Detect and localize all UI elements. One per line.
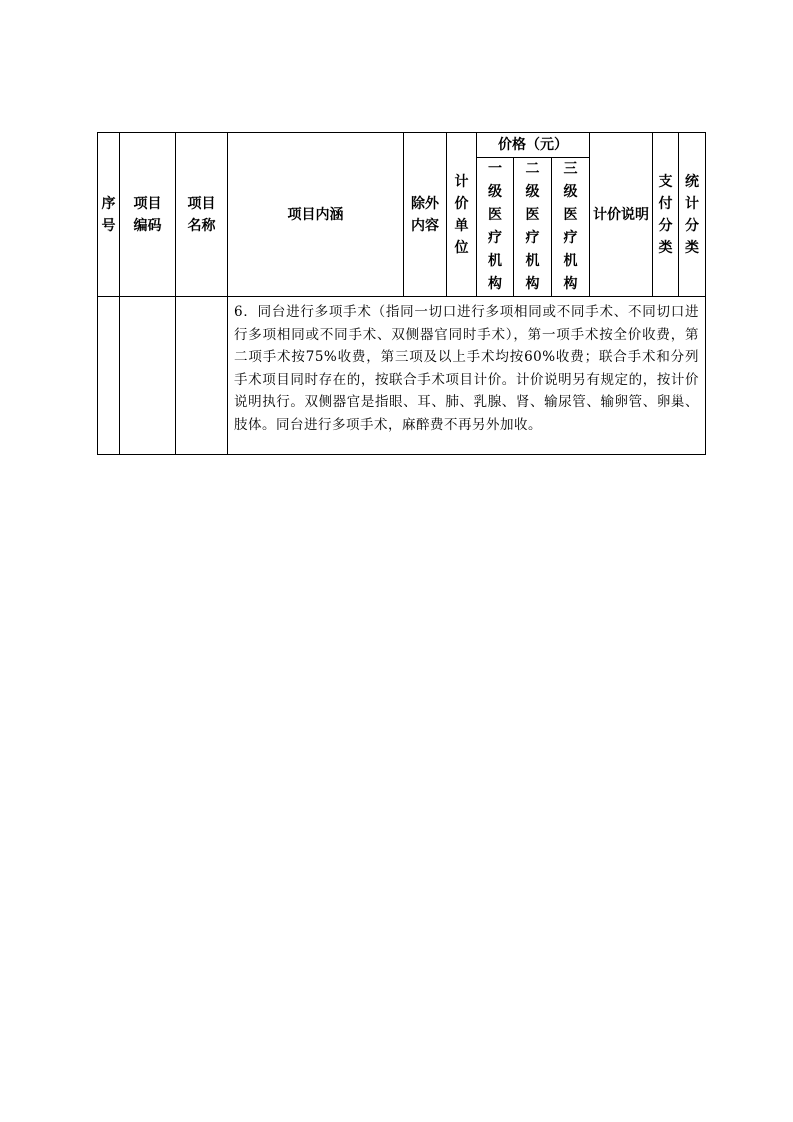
header-content: 项目内涵 xyxy=(228,133,404,297)
header-seq: 序号 xyxy=(98,133,120,297)
header-code: 项目编码 xyxy=(120,133,176,297)
cell-code xyxy=(120,297,176,455)
pricing-table xyxy=(97,132,706,455)
header-pricing-note: 计价说明 xyxy=(590,133,653,297)
header-price-level3: 三级医疗机构 xyxy=(552,158,590,297)
header-stat-class: 统计分类 xyxy=(679,133,706,297)
header-name: 项目名称 xyxy=(176,133,228,297)
header-price-level2: 二级医疗机构 xyxy=(514,158,552,297)
cell-content: 6．同台进行多项手术（指同一切口进行多项相同或不同手术、不同切口进行多项相同或不同手术、双侧器官同时手术），第一项手术按全价收费，第二项手术按75%收费，第三项及以上手术均按60%收费；联合手术和分列手术项目同时存在的，按联合手术项目计价。计价说明另有规定的，按计价说明执行。双侧器官是指眼、耳、肺、乳腺、肾、输尿管、输卵管、卵巢、肢体。同台进行多项手术，麻醉费不再另外加收。 xyxy=(228,297,706,455)
header-unit: 计价单位 xyxy=(447,133,477,297)
header-excluded: 除外内容 xyxy=(404,133,447,297)
header-price-group: 价格（元） xyxy=(477,133,590,158)
cell-seq xyxy=(98,297,120,455)
cell-name xyxy=(176,297,228,455)
header-payment-class: 支付分类 xyxy=(653,133,679,297)
table-row xyxy=(98,297,706,455)
header-price-level1: 一级医疗机构 xyxy=(477,158,514,297)
